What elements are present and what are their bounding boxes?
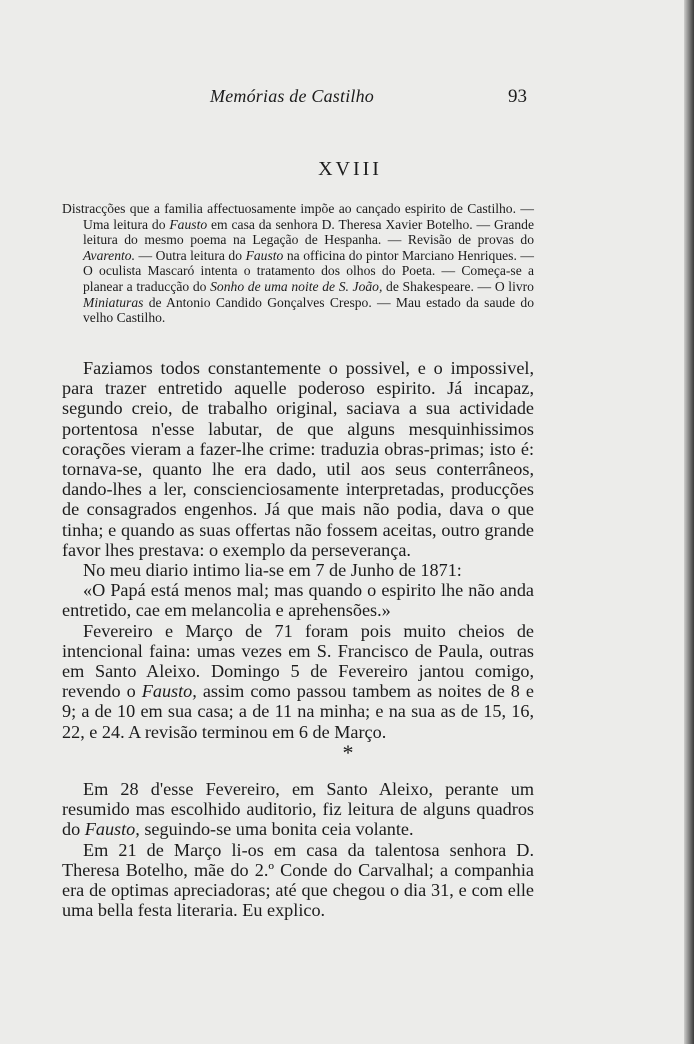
- running-title: Memórias de Castilho: [210, 86, 374, 106]
- text-run: de Antonio Candido Gonçalves Crespo. — Mau estado da saude do velho Castilho.: [83, 294, 534, 326]
- italic-title: Miniaturas: [83, 294, 144, 310]
- text-run: Faziamos todos constantemente o possivel, e o impossivel, para trazer entretido aquelle poderoso espirito. Já incapaz, segundo creio, de trabalho original, saciava a sua actividade portentosa n'esse labutar, de que alguns mesquinhissimos corações vieram a fazer-lhe crime: traduzia obras-primas; isto é: tornava-se, quanto lhe era dado, util aos seus conterrâneos, dando-lhes a ler, conscienciosamente interpretadas, producções de consagrados engenhos. Já que mais não podia, dava o que tinha; e quando as suas offertas não fossem aceitas, outro grande favor lhes prestava: o exemplo da perseverança.: [62, 358, 534, 560]
- text-run: na officina do pintor Marciano Henriques. — O oculista Mascaró intenta o tratamento dos olhos do Poeta. — Começa-se a planear a traducção do: [83, 247, 534, 294]
- text-run: seguindo-se uma bonita ceia volante.: [139, 819, 414, 840]
- text-run: em casa da senhora D. Theresa Xavier Botelho. — Grande leitura do mesmo poema na Legação de Hespanha. — Revisão de provas do: [83, 216, 535, 248]
- italic-title: Fausto,: [141, 681, 197, 702]
- diary-quote: [62, 580, 534, 620]
- italic-title: Fausto: [245, 247, 284, 263]
- chapter-summary: [62, 201, 534, 326]
- text-run: Distracções que a familia affectuosamente impõe ao cançado espirito de Castilho. — Uma leitura do: [62, 201, 534, 232]
- paragraph: [62, 560, 534, 580]
- italic-title: Fausto: [169, 216, 208, 232]
- page-edge: [684, 0, 694, 1044]
- italic-title: Fausto,: [84, 819, 140, 840]
- text-run: — Outra leitura do: [134, 247, 246, 263]
- paragraph: [62, 358, 534, 560]
- text-run: Fevereiro e Março de 71 foram pois muito cheios de intencional faina: umas vezes em S. Francisco de Paula, outras em Santo Aleixo. Domingo 5 de Fevereiro jantou comigo, revendo o: [62, 620, 534, 702]
- running-head: [0, 86, 684, 116]
- paragraph: [62, 621, 534, 742]
- text-run: assim como passou tambem as noites de 8 e 9; a de 10 em sua casa; a de 11 na minha; e na sua as de 15, 16, 22, e 24. A revisão terminou em 6 de Março.: [62, 681, 535, 742]
- page-number: 93: [508, 86, 527, 107]
- body-text-continued: [62, 779, 534, 920]
- text-run: Em 28 d'esse Fevereiro, em Santo Aleixo, perante um resumido mas escolhido auditorio, fiz leitura de alguns quadros do: [62, 779, 534, 840]
- text-run: No meu diario intimo lia-se em 7 de Junho de 1871:: [83, 560, 462, 581]
- paragraph: [62, 840, 534, 921]
- italic-title: Avarento.: [83, 247, 135, 263]
- section-separator: *: [342, 740, 354, 765]
- chapter-summary-text: [62, 201, 534, 326]
- body-text: [62, 358, 534, 742]
- text-run: «O Papá está menos mal; mas quando o espirito lhe não anda entretido, cae em melancolia e aprehensões.»: [62, 580, 534, 621]
- italic-title: Sonho de uma noite de S. João,: [210, 278, 383, 294]
- chapter-number: XVIII: [318, 158, 382, 180]
- text-run: Em 21 de Março li-os em casa da talentosa senhora D. Theresa Botelho, mãe do 2.º Conde do Carvalhal; a companhia era de optimas apreciadoras; até que chegou o dia 31, e com elle uma bella festa literaria. Eu explico.: [62, 839, 534, 921]
- text-run: de Shakespeare. — O livro: [382, 278, 534, 294]
- paragraph: [62, 779, 534, 840]
